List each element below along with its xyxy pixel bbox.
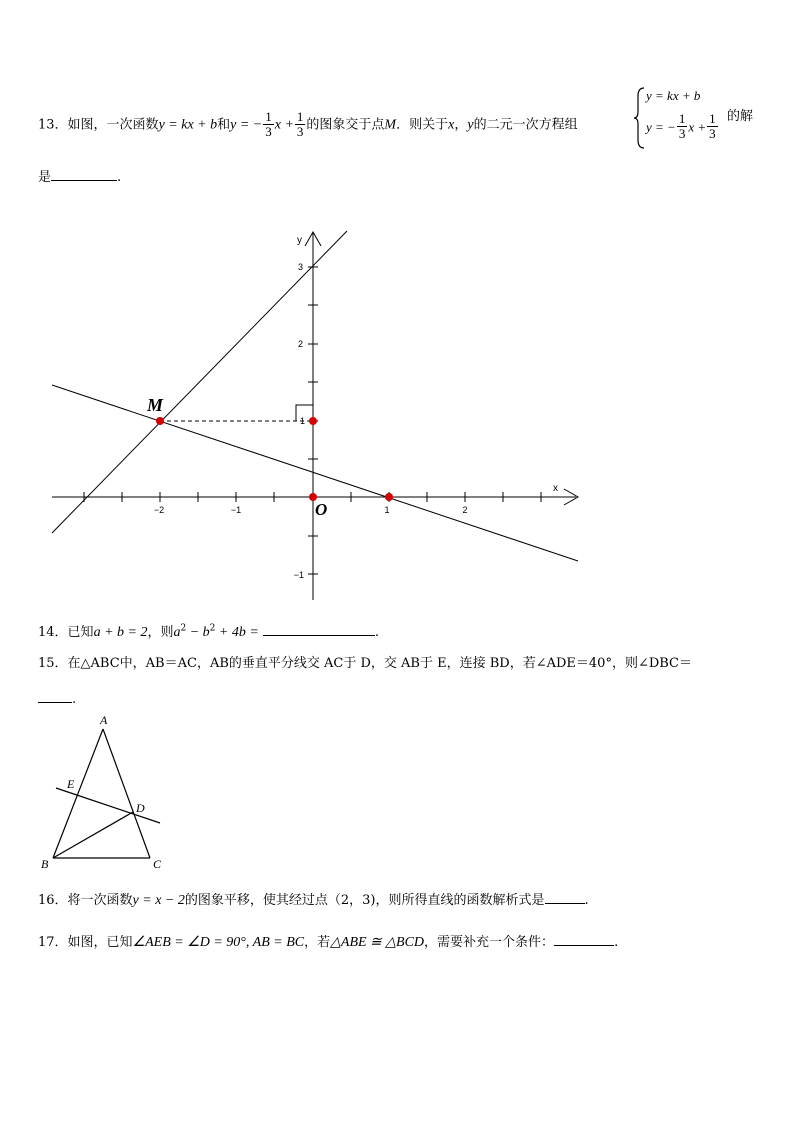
label-o: O — [315, 500, 328, 519]
y-tick-label: −1 — [293, 570, 304, 580]
x-axis-label: x — [553, 483, 558, 494]
side-ab — [53, 729, 103, 858]
y-tick-label: 2 — [297, 339, 303, 349]
point-e: E — [67, 777, 75, 791]
x-tick-label: −1 — [230, 505, 242, 515]
y-axis-label: y — [297, 235, 302, 246]
q13-line1: 13．如图，一次函数y = kx + b和y = − $\frac{1}{3}$ x + $\frac{1}{3}$ 的图象交于点M．则关于x，y的二元一次方程组 — [38, 109, 578, 140]
fraction-one-third: $\frac{1}{3}$ — [296, 109, 304, 140]
q13-line2: 是 . — [38, 170, 122, 185]
point-m — [156, 417, 164, 425]
label-m: M — [147, 395, 164, 415]
line-y-kx-b — [52, 231, 347, 533]
x-tick-label: −2 — [153, 505, 165, 515]
fraction-one-third: $\frac{1}{3}$ — [265, 109, 272, 140]
q16: 16．将一次函数y = x − 2的图象平移，使其经过点（2，3)，则所得直线的函数解析式是 . — [38, 893, 589, 908]
eq-line1: y = kx + b — [158, 117, 218, 133]
q15-line2: . — [38, 690, 76, 706]
eq-line2: y = − — [230, 117, 263, 133]
x-tick-label: 1 — [384, 505, 390, 515]
line-y-neg-third-x — [52, 385, 578, 561]
q13-number: 13． — [38, 117, 68, 133]
answer-blank[interactable] — [545, 891, 585, 904]
segment-bd — [53, 812, 133, 858]
answer-blank[interactable] — [38, 690, 72, 703]
x-tick-label: 2 — [462, 505, 468, 515]
system-eq2: y = − $\frac{1}{3}$ x + $\frac{1}{3}$ — [646, 111, 716, 142]
q13-tail: 的解 — [727, 109, 754, 124]
vertex-b: B — [41, 857, 49, 871]
point-x1 — [385, 493, 393, 501]
q17: 17．如图，已知∠AEB = ∠D = 90°, AB = BC，若△ABE ≅ △BCD，需要补充一个条件： . — [38, 935, 619, 950]
y-tick-label: 1 — [299, 416, 305, 426]
q15-line1: 15．在△ABC中，AB＝AC，AB的垂直平分线交 AC于 D，交 AB于 E，连接 BD，若∠ADE＝40°，则∠DBC＝ — [38, 656, 693, 671]
answer-blank[interactable] — [263, 623, 375, 636]
point-y1 — [309, 417, 317, 425]
answer-blank[interactable] — [554, 933, 614, 946]
triangle-figure — [36, 712, 176, 872]
point-d: D — [136, 801, 145, 815]
y-tick-label: 3 — [297, 262, 303, 272]
vertex-c: C — [153, 857, 162, 871]
q14: 14．已知a + b = 2，则$a^2 - b^2 + 4b$ = . — [38, 623, 379, 640]
system-eq1: y = kx + b — [646, 88, 701, 103]
side-ac — [103, 729, 150, 858]
vertex-a: A — [100, 713, 108, 727]
